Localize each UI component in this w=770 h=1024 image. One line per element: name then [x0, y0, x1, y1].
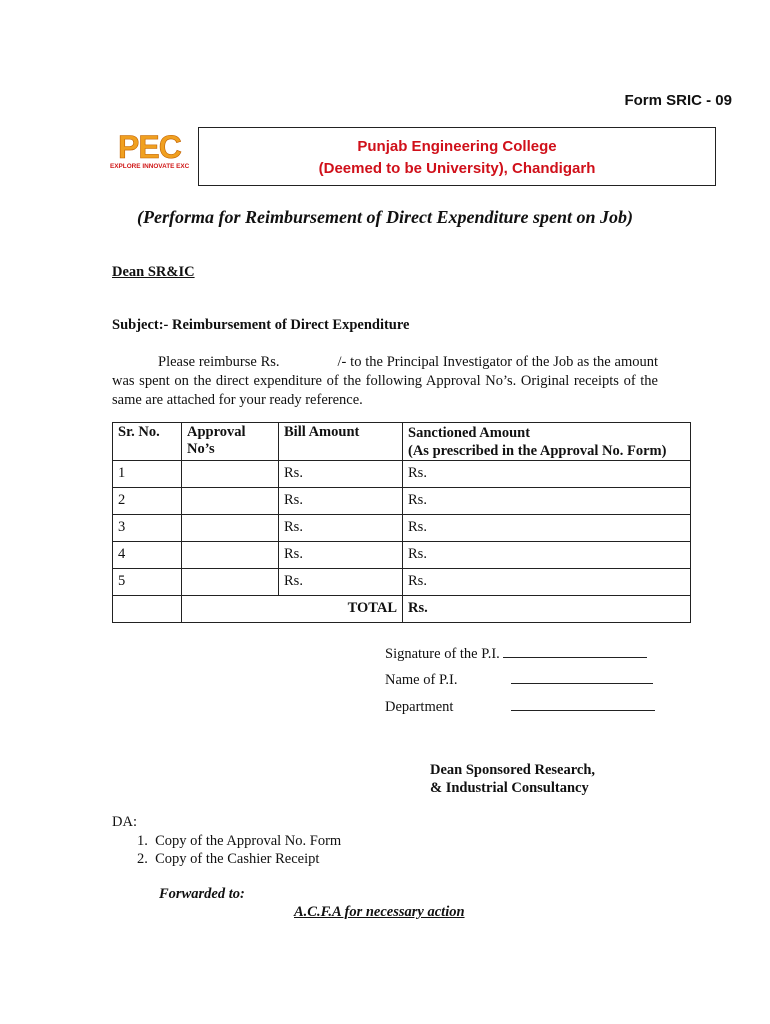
signatory-line2: & Industrial Consultancy	[430, 780, 589, 796]
table-row	[113, 542, 691, 569]
body-paragraph	[112, 353, 658, 410]
cell-sanctioned[interactable]: Rs.	[403, 542, 691, 569]
forwarded-to: A.C.F.A for necessary action	[294, 904, 465, 920]
cell-sanctioned[interactable]: Rs.	[403, 515, 691, 542]
logo-text: PEC	[118, 129, 181, 165]
header-approval: Approval No’s	[182, 423, 279, 461]
cell-sr: 2	[113, 488, 182, 515]
da-list	[137, 832, 341, 868]
cell-bill[interactable]: Rs.	[279, 515, 403, 542]
cell-empty	[113, 596, 182, 623]
form-code: Form SRIC - 09	[624, 92, 732, 109]
list-item: 2. Copy of the Cashier Receipt	[137, 851, 320, 867]
body-part2: /- to the Principal Investigator of the Job as the amount was spent on the direct expenditure of the following Approval No’s. Original receipts of the same are attached for your ready reference.	[112, 354, 658, 408]
signatory-block	[430, 761, 595, 797]
signature-row	[385, 645, 647, 663]
signature-label: Signature of the P.I.	[385, 646, 500, 662]
cell-bill[interactable]: Rs.	[279, 569, 403, 596]
addressee: Dean SR&IC	[112, 264, 195, 280]
cell-approval[interactable]	[182, 515, 279, 542]
subject-line: Subject:- Reimbursement of Direct Expenditure	[112, 317, 410, 333]
performa-title: (Performa for Reimbursement of Direct Expenditure spent on Job)	[137, 207, 633, 227]
pec-logo	[108, 124, 200, 174]
da-label: DA:	[112, 814, 137, 830]
total-label: TOTAL	[182, 596, 403, 623]
cell-sanctioned[interactable]: Rs.	[403, 461, 691, 488]
cell-sr: 1	[113, 461, 182, 488]
forwarded-label: Forwarded to:	[159, 886, 245, 902]
table-total-row	[113, 596, 691, 623]
cell-bill[interactable]: Rs.	[279, 542, 403, 569]
total-value[interactable]: Rs.	[403, 596, 691, 623]
pi-name-blank[interactable]	[511, 671, 653, 684]
pi-name-label: Name of P.I.	[385, 672, 458, 688]
table-header-row	[113, 423, 691, 461]
header-sanctioned	[403, 423, 691, 461]
header-sr-no: Sr. No.	[113, 423, 182, 461]
expenditure-table	[112, 422, 691, 623]
list-item: 1. Copy of the Approval No. Form	[137, 833, 342, 849]
table-row	[113, 515, 691, 542]
cell-approval[interactable]	[182, 461, 279, 488]
cell-approval[interactable]	[182, 488, 279, 515]
pi-name-row	[385, 671, 653, 689]
college-name: Punjab Engineering College	[357, 138, 557, 155]
department-row	[385, 698, 655, 716]
cell-sr: 5	[113, 569, 182, 596]
header-sanctioned-line2: (As prescribed in the Approval No. Form)	[408, 443, 667, 459]
table-row	[113, 488, 691, 515]
body-part1: Please reimburse Rs.	[158, 354, 280, 370]
logo-tagline: EXPLORE INNOVATE EXC	[110, 163, 190, 170]
cell-approval[interactable]	[182, 542, 279, 569]
department-blank[interactable]	[511, 698, 655, 711]
college-header-box	[198, 127, 716, 186]
cell-sr: 4	[113, 542, 182, 569]
header-bill-amount: Bill Amount	[279, 423, 403, 461]
cell-sanctioned[interactable]: Rs.	[403, 488, 691, 515]
cell-sanctioned[interactable]: Rs.	[403, 569, 691, 596]
department-label: Department	[385, 699, 454, 715]
signatory-line1: Dean Sponsored Research,	[430, 762, 596, 778]
cell-approval[interactable]	[182, 569, 279, 596]
college-subtitle: (Deemed to be University), Chandigarh	[318, 160, 596, 177]
table-row	[113, 569, 691, 596]
cell-sr: 3	[113, 515, 182, 542]
cell-bill[interactable]: Rs.	[279, 461, 403, 488]
cell-bill[interactable]: Rs.	[279, 488, 403, 515]
table-row	[113, 461, 691, 488]
header-sanctioned-line1: Sanctioned Amount	[408, 425, 531, 441]
signature-blank[interactable]	[503, 645, 647, 658]
